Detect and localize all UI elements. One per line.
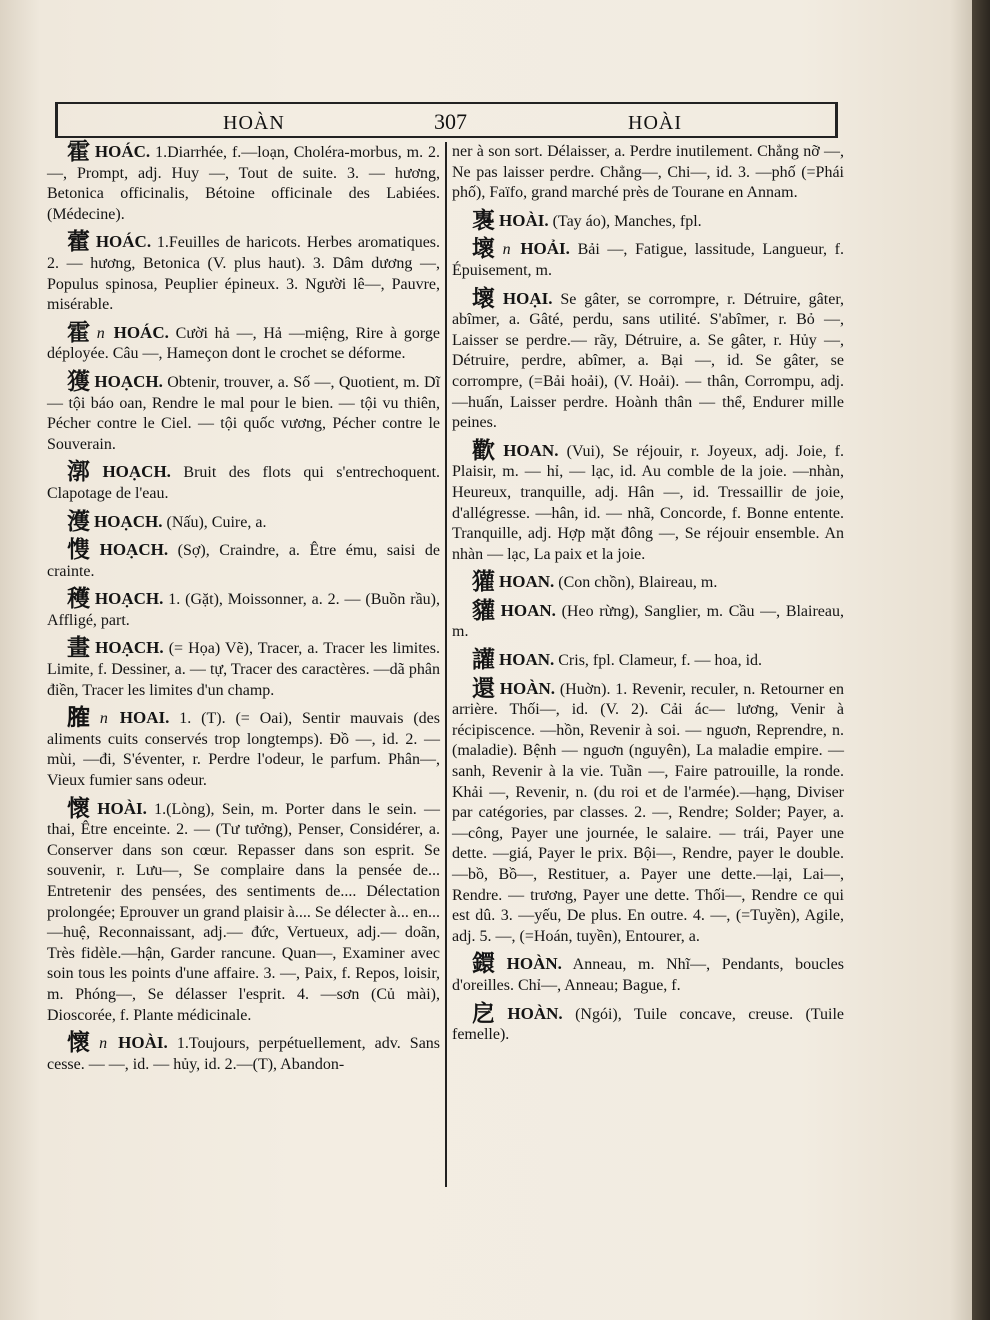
dictionary-entry: [47, 459, 441, 504]
entry-definition: (= Họa) Vẽ), Tracer, a. Tracer les limites. Limite, f. Dessiner, a. — tự, Tracer des caractères. —dã phân điền, Tracer les limites d'un champ.: [47, 640, 441, 699]
chinese-character: 讙: [472, 647, 495, 674]
right-column: [452, 142, 844, 1053]
dictionary-entry: [47, 508, 440, 535]
entry-definition: 1.(Lòng), Sein, m. Porter dans le sein. — thai, Être enceinte. 2. — (Tư tưởng), Penser, Considérer, a. Conserver dans son cœur. Repasser dans son esprit. Se souvenir, r. Lưu—, Se complaire dans la pensée de... Entretenir des pensées, des sentiments de.... Délectation prolongée; Eprouver un grand plaisir à.... Se délecter à... en... —huệ, Reconnaissant, adj.— đức, Vertueux, adj.— doãn, Très fidèle.—hận, Garder rancune. Quan—, Examiner avec soin tous les points d'une affaire. 3. —, Paix, f. Repos, loisir, m. Phóng—, Se délasser l'esprit. 4. —sơn (Củ mài), Dioscorée, f. Plante médicinale.: [47, 800, 441, 1024]
headword: HOÀN.: [506, 954, 562, 974]
entry-definition: (Tay áo), Manches, fpl.: [552, 212, 702, 230]
dictionary-entry: [452, 951, 845, 996]
chinese-character: 褢: [472, 207, 495, 234]
headword: HOAN.: [499, 572, 555, 592]
chinese-character: 愯: [67, 537, 96, 564]
entry-definition: 1.Feuilles de haricots. Herbes aromatiques. 2. — hương, Betonica (V. plus haut). 3. Dâm dương —, Populus spinosa, Peuplier épineux. 3. Người lê—, Pauvre, misérable.: [47, 234, 441, 314]
dictionary-entry: [452, 207, 844, 234]
headword: HOAN.: [503, 440, 559, 460]
headword: HOAI.: [119, 708, 170, 728]
headword: HOẠCH.: [99, 540, 169, 560]
entry-definition: 1. (T). (= Oai), Sentir mauvais (des aliments cuits conservés trop longtemps). Đồ —, id. 2. —mùi, —đi, S'éventer, r. Perdre l'odeur, le parfum. Phân—, Vieux fumier sans odeur.: [47, 710, 441, 790]
headword: HOẠCH.: [94, 511, 163, 531]
dictionary-entry: [47, 319, 440, 365]
entry-definition: (Vui), Se réjouir, r. Joyeux, adj. Joie, f. Plaisir, m. — hỉ, — lạc, id. Au comble de la joie. —nhàn, Heureux, tranquille, adj. Hân —, id. Tressaillir de joie, d'allégresse. —hân, id. — nhã, Concorde, f. Bonne entente. Tranquille, adj. Hợp mặt đông —, Se réjouir ensemble. An nhàn — lạc, La paix et la joie.: [452, 442, 845, 563]
header-right-guideword: HOÀI: [628, 112, 682, 134]
dictionary-entry: [47, 635, 441, 701]
entry-marker: n: [99, 710, 108, 728]
entry-definition: (Huờn). 1. Revenir, reculer, n. Retourner en arrière. Thối—, id. (V. 2). Cải ác— lương, Venir à récipiscence. —hồn, Revenir à soi. — nguơn, Reprendre, n. (maladie). Bệnh — nguơn (nguyên), La maladie empire. —sanh, Revenir à la vie. Tuần —, Faire patrouille, la ronde. Khải —, Revenir, n. (du roi et de l'armée).—hạng, Diviser par catégories, par classes. 2. —, Rendre; Solder; Payer, a. —công, Payer une journée, le salaire. — trái, Payer une dette. —giá, Payer le prix. Bội—, Rendre, payer le double. —bồ, Bồ—, Restituer, a. Payer une dette.—lại, Lai—, Rendre. — trương, Payer une dette. Thối—, Rendre ce qui est dû. 3. —yếu, De plus. En outre. 4. —, (=Tuyền), Agile, adj. 5. —, (=Hoán, tuyền), Entourer, a.: [452, 680, 844, 945]
dictionary-entry: [452, 647, 844, 674]
headword: HOAN.: [500, 600, 556, 620]
headword: HOẠCH.: [102, 462, 171, 482]
entry-definition: Obtenir, trouver, a. Số —, Quotient, m. Dĩ — tội báo oan, Rendre le mal pour le bien. — tội vu thiên, Pécher contre le Ciel. — tội quốc vương, Pécher contre le Souverain.: [47, 373, 441, 453]
headword: HOẠI.: [502, 288, 553, 308]
headword: HOÁC.: [113, 322, 169, 342]
chinese-character: 貛: [472, 597, 497, 624]
entry-definition: (Nấu), Cuire, a.: [166, 513, 267, 531]
headword: HOẢI.: [520, 239, 570, 259]
running-header: [55, 102, 838, 138]
dictionary-entry: [47, 537, 441, 582]
headword: HOÀI.: [97, 798, 147, 818]
chinese-character: 穫: [67, 586, 91, 613]
dictionary-entry: [452, 142, 844, 204]
entry-marker: n: [96, 324, 105, 342]
headword: HOÀN.: [499, 678, 556, 698]
chinese-character: 𦞦: [67, 705, 96, 732]
entry-definition: Bruit des flots qui s'entrechoquent. Clapotage de l'eau.: [47, 464, 441, 502]
chinese-character: 藿: [67, 229, 92, 256]
chinese-character: 壞: [472, 285, 499, 312]
entry-definition: Se gâter, se corrompre, r. Détruire, gâter, abîmer, a. Gâté, perdu, sans utilité. S'abîmer, r. Bỏ —, Laisser se perdre.— rãy, Détruire, a. Se gâter, r. Hủy —, Détruire, perdre, abîmer, a. Bại —, id. Se gâter, se corrompre, (=Bải hoải), (V. Hoải). — thân, Corrompu, adj. —huấn, Laisser perdre. Hoành thân — thể, Endurer mille peines.: [452, 290, 845, 432]
entry-definition: Bải —, Fatigue, lassitude, Langueur, f. Épuisement, m.: [452, 241, 845, 279]
dictionary-entry: [47, 586, 441, 631]
page-number: 307: [434, 109, 467, 134]
dictionary-entry: [47, 795, 441, 1027]
headword: HOÀI.: [499, 210, 549, 230]
headword: HOẠCH.: [94, 371, 163, 391]
entry-definition: (Con chồn), Blaireau, m.: [558, 574, 718, 592]
chinese-character: 霍: [67, 319, 93, 346]
chinese-character: 歡: [472, 437, 500, 464]
entry-definition: (Sợ), Craindre, a. Être ému, saisi de crainte.: [47, 542, 441, 580]
entry-definition: 1. (Gặt), Moissonner, a. 2. — (Buồn rầu), Affligé, part.: [47, 591, 441, 629]
dictionary-entry: [452, 285, 845, 434]
entry-definition: Cris, fpl. Clameur, f. — hoa, id.: [558, 652, 763, 670]
entry-definition: 1.Toujours, perpétuellement, adv. Sans cesse. — —, id. — hủy, id. 2.—(T), Abandon-: [47, 1035, 441, 1073]
chinese-character: 漷: [67, 459, 99, 486]
headword: HOAN.: [499, 650, 555, 670]
headword: HOẠCH.: [94, 589, 164, 609]
chinese-character: 壞: [472, 236, 499, 263]
book-edge: [972, 0, 990, 1320]
chinese-character: 霍: [67, 139, 91, 165]
dictionary-entry: [47, 229, 441, 315]
chinese-character: 獲: [67, 368, 91, 395]
entry-definition: (Heo rừng), Sanglier, m. Cầu —, Blaireau, m.: [452, 602, 845, 641]
entry-definition: (Ngói), Tuile concave, creuse. (Tuile femelle).: [452, 1005, 845, 1044]
entry-marker: n: [502, 241, 511, 259]
dictionary-entry: [452, 1000, 845, 1046]
dictionary-entry: [47, 705, 441, 791]
chinese-character: 濩: [67, 508, 90, 535]
chinese-character: 還: [472, 675, 496, 702]
header-left-guideword: HOÀN: [223, 112, 285, 134]
column-divider: [445, 142, 447, 1187]
dictionary-entry: [47, 1030, 441, 1075]
headword: HOẠCH.: [95, 638, 164, 658]
entry-definition: Cười hả —, Hả —miệng, Rire à gorge déployée. Câu —, Hameçon dont le crochet se déforme.: [47, 324, 440, 363]
headword: HOÁC.: [94, 142, 151, 161]
dictionary-entry: [452, 675, 844, 948]
dictionary-entry: [452, 569, 844, 596]
chinese-character: 懷: [67, 1030, 96, 1057]
dictionary-entry: [47, 368, 441, 455]
chinese-character: 獾: [472, 569, 495, 596]
headword: HOÁC.: [95, 232, 152, 252]
entry-marker: n: [99, 1035, 108, 1053]
dictionary-entry: [452, 236, 845, 281]
chinese-character: 懷: [67, 795, 94, 822]
chinese-character: 戹: [472, 1000, 504, 1027]
left-column: [47, 139, 441, 1082]
headword: HOÀI.: [118, 1033, 168, 1053]
dictionary-entry: [452, 437, 845, 566]
entry-definition: ner à son sort. Délaisser, a. Perdre inutilement. Chẳng nỡ —, Ne pas laisser perdre. Chẳng—, Chi—, id. 3. —phố (=Phái phố), Faïfo, grand marché près de Tourane en Annam.: [452, 143, 844, 202]
chinese-character: 畫: [67, 635, 92, 662]
dictionary-entry: [47, 139, 441, 225]
entry-definition: 1.Diarrhée, f.—loạn, Choléra-morbus, m. 2. —, Prompt, adj. Huy —, Tout de suite. 3. — hương, Betonica officinalis, Bétoine officinale des Labiées. (Médecine).: [47, 144, 441, 223]
dictionary-entry: [452, 597, 845, 643]
entry-definition: Anneau, m. Nhĩ—, Pendants, boucles d'oreilles. Chỉ—, Anneau; Bague, f.: [452, 956, 845, 994]
chinese-character: 鐶: [472, 951, 503, 978]
headword: HOÀN.: [507, 1003, 563, 1023]
